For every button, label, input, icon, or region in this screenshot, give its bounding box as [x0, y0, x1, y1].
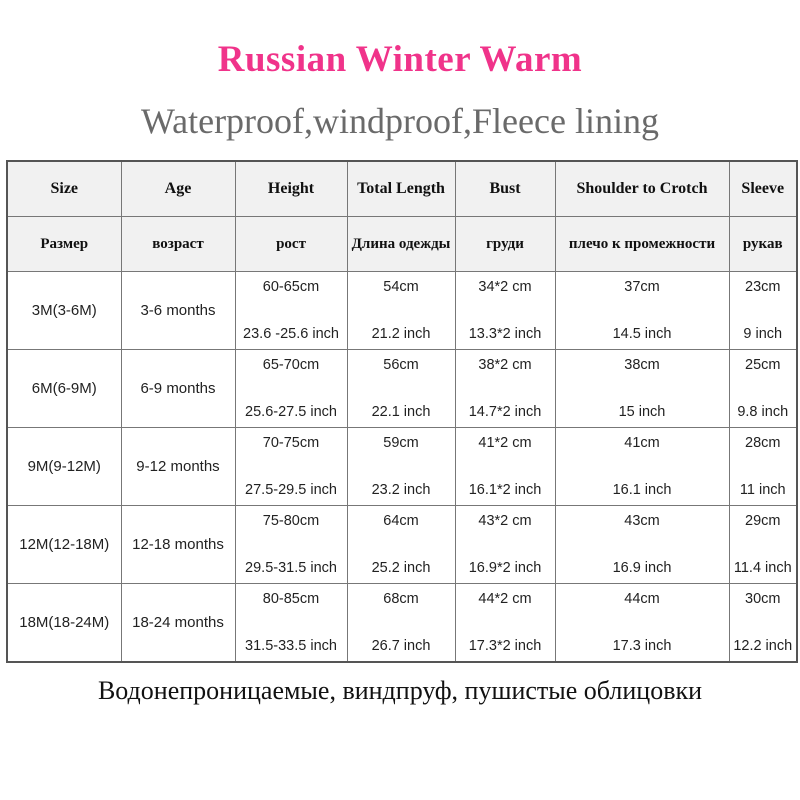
- header-size-ru: Размер: [7, 217, 121, 272]
- bust-inch-value: 14.7*2 inch: [468, 404, 542, 420]
- header-age-ru: возраст: [121, 217, 235, 272]
- header-sleeve: Sleeve: [729, 161, 797, 217]
- table-row: [7, 506, 797, 584]
- height-cell: [235, 272, 347, 350]
- shoulder-to-crotch-inch-value: 16.1 inch: [612, 482, 672, 498]
- shoulder-to-crotch-cell: [555, 350, 729, 428]
- shoulder-to-crotch-cell: [555, 584, 729, 663]
- bust-cm-value: 43*2 cm: [478, 513, 532, 529]
- table-body: [7, 272, 797, 663]
- total-length-inch-value: 22.1 inch: [371, 404, 431, 420]
- size-cell: 6M(6-9M): [7, 350, 121, 428]
- height-cm-value: 75-80cm: [262, 513, 320, 529]
- sleeve-cell: [729, 584, 797, 663]
- age-cell: 3-6 months: [121, 272, 235, 350]
- sleeve-inch-value: 9 inch: [743, 326, 783, 342]
- header-size: Size: [7, 161, 121, 217]
- sleeve-cm-value: 25cm: [745, 357, 781, 373]
- sleeve-cm-value: 28cm: [745, 435, 781, 451]
- height-cell: [235, 428, 347, 506]
- shoulder-to-crotch-cm-value: 37cm: [624, 279, 660, 295]
- header-bust-ru: груди: [455, 217, 555, 272]
- shoulder-to-crotch-cm-value: 43cm: [624, 513, 660, 529]
- total-length-cm-value: 64cm: [383, 513, 419, 529]
- height-cm-value: 60-65cm: [262, 279, 320, 295]
- size-cell: 9M(9-12M): [7, 428, 121, 506]
- age-cell: 6-9 months: [121, 350, 235, 428]
- bust-cm-value: 38*2 cm: [478, 357, 532, 373]
- sleeve-inch-value: 11 inch: [739, 482, 786, 498]
- header-height: Height: [235, 161, 347, 217]
- total-length-cell: [347, 506, 455, 584]
- sleeve-cm-value: 29cm: [745, 513, 781, 529]
- page-subtitle: Waterproof,windproof,Fleece lining: [141, 101, 659, 141]
- total-length-cm-value: 68cm: [383, 591, 419, 607]
- table-row: [7, 428, 797, 506]
- age-cell: 18-24 months: [121, 584, 235, 663]
- header-shoulder-to-crotch: Shoulder to Crotch: [555, 161, 729, 217]
- bust-cm-value: 41*2 cm: [478, 435, 532, 451]
- height-inch-value: 29.5-31.5 inch: [245, 560, 337, 576]
- bust-cell: [455, 350, 555, 428]
- header-row-russian: [7, 217, 797, 272]
- sleeve-cm-value: 23cm: [745, 279, 781, 295]
- height-inch-value: 31.5-33.5 inch: [245, 638, 337, 654]
- height-cell: [235, 584, 347, 663]
- sleeve-inch-value: 9.8 inch: [737, 404, 789, 420]
- height-inch-value: 27.5-29.5 inch: [245, 482, 337, 498]
- bust-cm-value: 34*2 cm: [478, 279, 532, 295]
- bust-cell: [455, 584, 555, 663]
- sleeve-cm-value: 30cm: [745, 591, 781, 607]
- shoulder-to-crotch-cell: [555, 272, 729, 350]
- height-inch-value: 25.6-27.5 inch: [245, 404, 337, 420]
- shoulder-to-crotch-cell: [555, 428, 729, 506]
- sleeve-cell: [729, 272, 797, 350]
- table-row: [7, 584, 797, 663]
- bust-cell: [455, 428, 555, 506]
- header-row-english: [7, 161, 797, 217]
- page-title: Russian Winter Warm: [217, 39, 583, 80]
- total-length-inch-value: 21.2 inch: [371, 326, 431, 342]
- age-cell: 9-12 months: [121, 428, 235, 506]
- shoulder-to-crotch-inch-value: 16.9 inch: [612, 560, 672, 576]
- bust-inch-value: 16.9*2 inch: [468, 560, 542, 576]
- size-cell: 3M(3-6M): [7, 272, 121, 350]
- total-length-cell: [347, 350, 455, 428]
- total-length-inch-value: 25.2 inch: [371, 560, 431, 576]
- total-length-cm-value: 56cm: [383, 357, 419, 373]
- shoulder-to-crotch-cm-value: 41cm: [624, 435, 660, 451]
- table-row: [7, 272, 797, 350]
- header-bust: Bust: [455, 161, 555, 217]
- age-cell: 12-18 months: [121, 506, 235, 584]
- height-inch-value: 23.6 -25.6 inch: [243, 326, 339, 342]
- bust-cm-value: 44*2 cm: [478, 591, 532, 607]
- bust-cell: [455, 506, 555, 584]
- header-total-length-ru: Длина одежды: [347, 217, 455, 272]
- height-cm-value: 65-70cm: [262, 357, 320, 373]
- shoulder-to-crotch-inch-value: 15 inch: [618, 404, 666, 420]
- height-cm-value: 70-75cm: [262, 435, 320, 451]
- sleeve-inch-value: 11.4 inch: [733, 560, 792, 576]
- size-cell: 12M(12-18M): [7, 506, 121, 584]
- sleeve-inch-value: 12.2 inch: [733, 638, 793, 654]
- bust-inch-value: 16.1*2 inch: [468, 482, 542, 498]
- shoulder-to-crotch-inch-value: 14.5 inch: [612, 326, 672, 342]
- sleeve-cell: [729, 428, 797, 506]
- sleeve-cell: [729, 506, 797, 584]
- height-cm-value: 80-85cm: [262, 591, 320, 607]
- size-chart-table: [6, 160, 798, 663]
- footer-caption: Водонепроницаемые, виндпруф, пушистые облицовки: [97, 676, 703, 705]
- total-length-cm-value: 54cm: [383, 279, 419, 295]
- total-length-cell: [347, 428, 455, 506]
- total-length-inch-value: 26.7 inch: [371, 638, 431, 654]
- bust-inch-value: 17.3*2 inch: [468, 638, 542, 654]
- bust-inch-value: 13.3*2 inch: [468, 326, 542, 342]
- total-length-cell: [347, 272, 455, 350]
- table-row: [7, 350, 797, 428]
- height-cell: [235, 506, 347, 584]
- sleeve-cell: [729, 350, 797, 428]
- total-length-inch-value: 23.2 inch: [371, 482, 431, 498]
- shoulder-to-crotch-cell: [555, 506, 729, 584]
- header-height-ru: рост: [235, 217, 347, 272]
- header-shoulder-to-crotch-ru: плечо к промежности: [555, 217, 729, 272]
- header-age: Age: [121, 161, 235, 217]
- bust-cell: [455, 272, 555, 350]
- size-cell: 18M(18-24M): [7, 584, 121, 663]
- height-cell: [235, 350, 347, 428]
- header-sleeve-ru: рукав: [729, 217, 797, 272]
- total-length-cm-value: 59cm: [383, 435, 419, 451]
- shoulder-to-crotch-cm-value: 44cm: [624, 591, 660, 607]
- header-total-length: Total Length: [347, 161, 455, 217]
- shoulder-to-crotch-cm-value: 38cm: [624, 357, 660, 373]
- total-length-cell: [347, 584, 455, 663]
- shoulder-to-crotch-inch-value: 17.3 inch: [612, 638, 672, 654]
